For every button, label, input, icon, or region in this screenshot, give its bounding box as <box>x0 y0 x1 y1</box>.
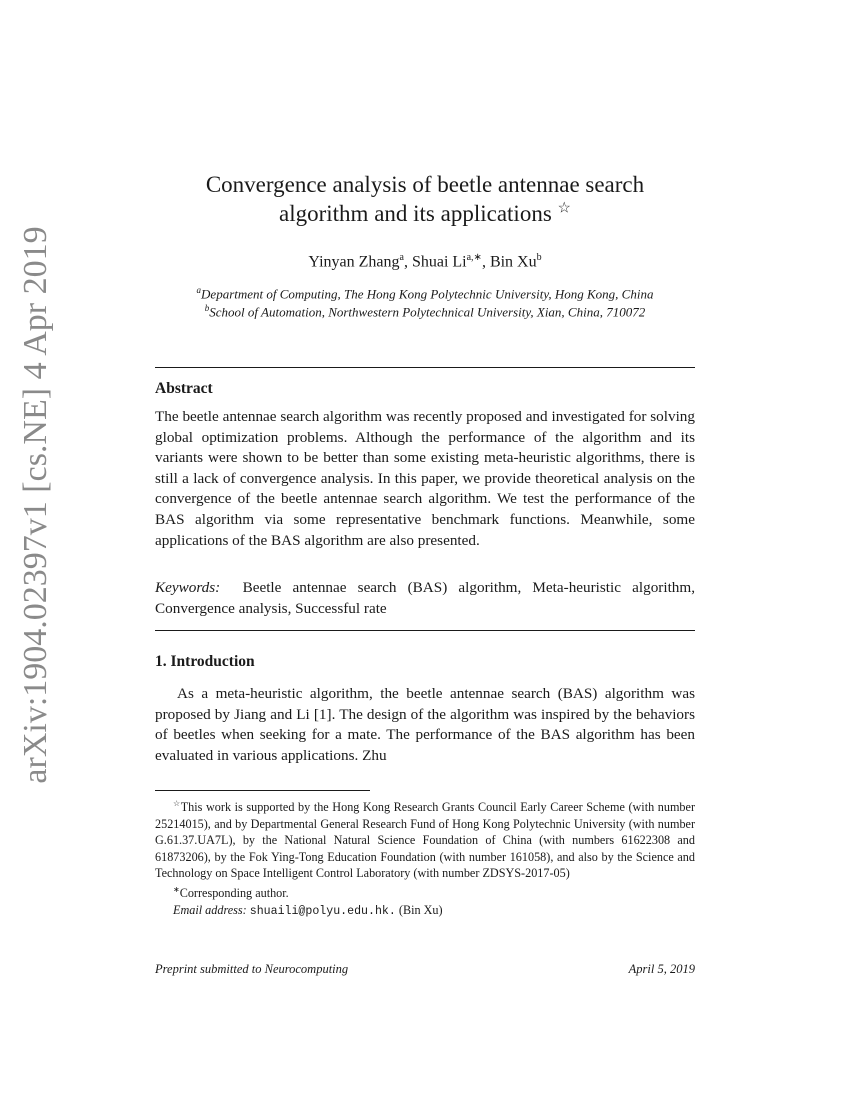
funding-footnote <box>155 796 695 882</box>
funding-footnote-text: This work is supported by the Hong Kong Research Grants Council Early Career Scheme (with number 25214015), and by Departmental General Research Fund of Hong Kong Polytechnic University (with number G.61.37.UA7L), by the National Natural Science Foundation of China (with numbers 61622308 and 61873206), by the Fok Ying-Tong Education Foundation (with number 161058), and also by the Science and Technology on Space Intelligent Control Laboratory (with number ZDSYS-2017-05) <box>155 800 695 881</box>
affiliation-b-mark: b <box>204 303 210 313</box>
corresponding-mark: ∗ <box>173 885 180 895</box>
keywords-label: Keywords: <box>155 579 221 596</box>
affiliation-a-mark: a <box>196 285 202 295</box>
arxiv-stamp <box>0 0 70 1100</box>
abstract-top-rule <box>155 367 695 368</box>
section-heading-introduction: 1. Introduction <box>155 653 255 670</box>
email-address-link[interactable]: shuaili@polyu.edu.hk. <box>249 904 396 918</box>
abstract-heading: Abstract <box>155 380 213 397</box>
title-footnote-mark: ☆ <box>557 200 571 217</box>
email-owner: (Bin Xu) <box>398 902 443 917</box>
affiliation-a-text: Department of Computing, The Hong Kong Polytechnic University, Hong Kong, China <box>201 286 654 302</box>
affiliation-b <box>130 303 720 320</box>
affiliation-b-text: School of Automation, Northwestern Polytechnical University, Xian, China, 710072 <box>209 304 646 320</box>
arxiv-identifier: arXiv:1904.02397v1 [cs.NE] 4 Apr 2019 <box>17 226 54 784</box>
author-2: Shuai Li <box>411 253 467 271</box>
corresponding-text: Corresponding author. <box>179 886 289 901</box>
page-footer <box>155 962 695 977</box>
introduction-paragraph: As a meta-heuristic algorithm, the beetle antennae search (BAS) algorithm was proposed by Jiang and Li [1]. The design of the algorithm was inspired by the behaviors of beetles when seeking for a mate. The performance of the BAS algorithm has been evaluated in various applications. Zhu <box>155 685 695 764</box>
title-line-2-text: algorithm and its applications <box>279 201 552 226</box>
author-list <box>155 252 695 271</box>
author-separator: , <box>403 253 412 271</box>
abstract-text: The beetle antennae search algorithm was recently proposed and investigated for solving global optimization problems. Although the performance of the algorithm and its variants were shown to be better than some existing meta-heuristic algorithms, there is still a lack of convergence analysis. In this paper, we provide theoretical analysis on the convergence of the beetle antennae search algorithm. We test the performance of the BAS algorithm via some representative benchmark functions. Meanwhile, some applications of the BAS algorithm are also presented. <box>155 408 695 549</box>
author-1: Yinyan Zhang <box>308 253 400 271</box>
author-1-affil: a <box>399 252 404 263</box>
abstract-bottom-rule <box>155 630 695 631</box>
affiliation-a <box>130 285 720 302</box>
footnotes <box>155 796 695 920</box>
footer-date: April 5, 2019 <box>628 962 695 976</box>
title-line-2 <box>155 199 695 228</box>
funding-footnote-mark: ☆ <box>173 799 181 808</box>
author-3: Bin Xu <box>489 253 537 271</box>
footer-journal: Preprint submitted to Neurocomputing <box>155 962 349 976</box>
footnote-rule <box>155 790 370 791</box>
author-separator: , <box>481 253 490 271</box>
paper-title <box>155 170 695 228</box>
corresponding-footnote <box>155 882 695 902</box>
author-3-affil: b <box>536 252 542 263</box>
keywords-text: Beetle antennae search (BAS) algorithm, Meta-heuristic algorithm, Convergence analysis, Successful rate <box>155 579 695 617</box>
author-2-affil: a,∗ <box>466 252 482 263</box>
email-label: Email address: <box>173 902 247 917</box>
title-line-1: Convergence analysis of beetle antennae search <box>205 172 645 197</box>
keywords <box>155 578 695 619</box>
email-footnote <box>155 902 695 921</box>
